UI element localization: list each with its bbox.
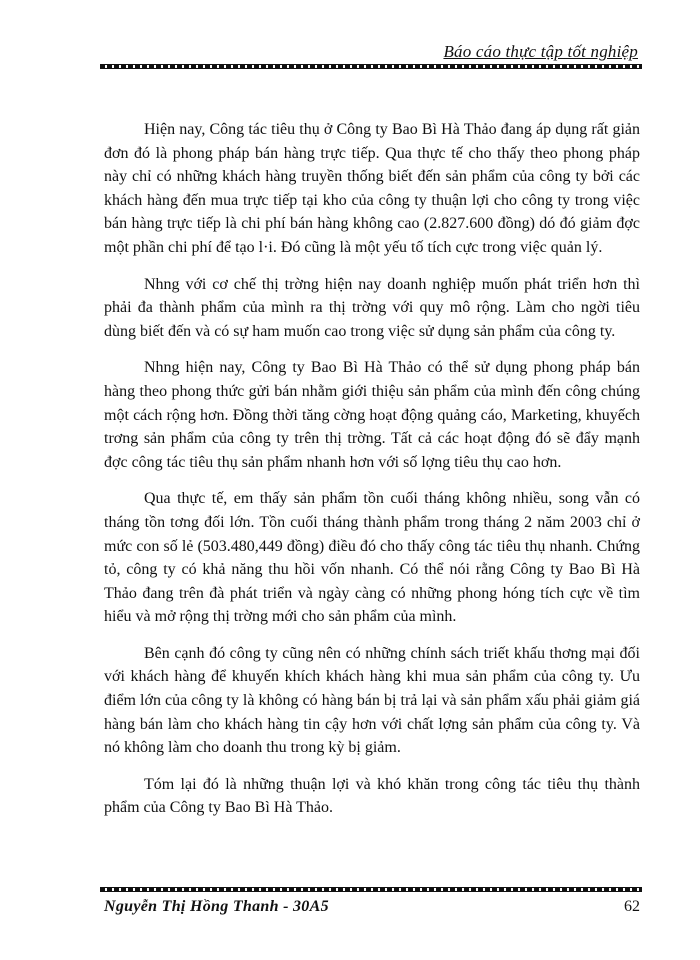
document-body — [104, 118, 640, 833]
footer-author: Nguyễn Thị Hồng Thanh - 30A5 — [104, 898, 329, 915]
body-paragraph: Nhng với cơ chế thị trờng hiện nay doanh nghiệp muốn phát triển hơn thì phải đa thành phẩm của mình ra thị trờng với quy mô rộng. Làm cho ngời tiêu dùng biết đến và có sự ham muốn cao trong việc sử dụng sản phẩm của công ty. — [104, 275, 640, 340]
page-header-title: Báo cáo thực tập tốt nghiệp — [443, 42, 638, 61]
body-paragraph: Hiện nay, Công tác tiêu thụ ở Công ty Bao Bì Hà Thảo đang áp dụng rất giản đơn đó là phong pháp bán hàng trực tiếp. Qua thực tế cho thấy theo phong pháp này chỉ có những khách hàng truyền thống biết đến sản phẩm của công ty bởi các khách hàng đến mua trực tiếp tại kho của công ty thuận lợi cho công ty trong việc bán hàng trực tiếp là chi phí bán hàng không cao (2.827.600 đồng) dó đó giảm đợc một phần chi phí để tạo l·i. Đó cũng là một yếu tố tích cực trong việc quản lý. — [104, 121, 640, 256]
page-number: 62 — [624, 898, 640, 915]
header-divider — [100, 64, 642, 69]
body-paragraph: Tóm lại đó là những thuận lợi và khó khăn trong công tác tiêu thụ thành phẩm của Công ty Bao Bì Hà Thảo. — [104, 775, 640, 817]
body-paragraph: Qua thực tế, em thấy sản phẩm tồn cuối tháng không nhiều, song vẫn có tháng tồn tơng đối lớn. Tồn cuối tháng thành phẩm trong tháng 2 năm 2003 chỉ ở mức con số lẻ (503.480,449 đồng) điều đó cho thấy công tác tiêu thụ nhanh. Chứng tỏ, công ty có khả năng thu hồi vốn nhanh. Có thể nói rằng Công ty Bao Bì Hà Thảo đang trên đà phát triển và ngày càng có những phong hóng tích cực về tìm hiểu và mở rộng thị trờng mới cho sản phẩm của mình. — [104, 490, 640, 626]
body-paragraph: Bên cạnh đó công ty cũng nên có những chính sách triết khấu thơng mại đối với khách hàng để khuyến khích khách hàng khi mua sản phẩm của công ty. Ưu điểm lớn của công ty là không có hàng bán bị trả lại và sản phẩm xấu phải giảm giá hàng bán làm cho khách hàng tin cậy hơn với chất lợng sản phẩm của công ty. Và nó không làm cho doanh thu trong kỳ bị giảm. — [104, 644, 640, 757]
body-paragraph: Nhng hiện nay, Công ty Bao Bì Hà Thảo có thể sử dụng phong pháp bán hàng theo phong thức gửi bán nhằm giới thiệu sản phẩm của mình đến công chúng một cách rộng hơn. Đồng thời tăng cờng hoạt động quảng cáo, Marketing, khuyếch trơng sản phẩm của công ty trên thị trờng. Tất cả các hoạt động đó sẽ đẩy mạnh đợc công tác tiêu thụ sản phẩm nhanh hơn với số lợng tiêu thụ cao hơn. — [104, 359, 640, 471]
footer-divider — [100, 887, 642, 892]
